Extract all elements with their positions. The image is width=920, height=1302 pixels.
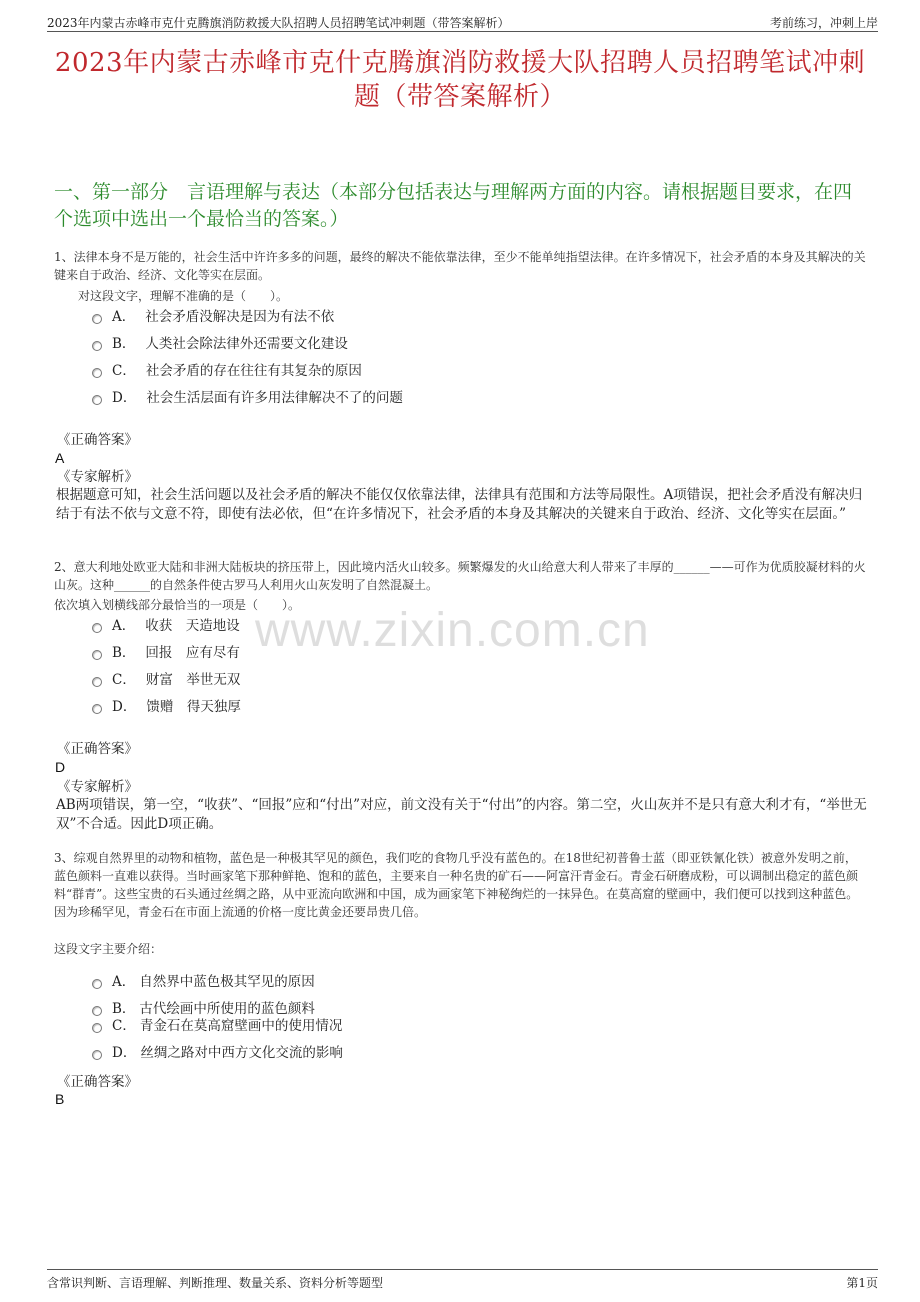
option-text: 社会矛盾的存在往往有其复杂的原因 (145, 363, 362, 379)
option-text: 社会生活层面有许多用法律解决不了的问题 (146, 390, 403, 406)
option-letter: B． (112, 645, 136, 661)
header-doc-title: 2023年内蒙古赤峰市克什克腾旗消防救援大队招聘人员招聘笔试冲刺题（带答案解析） (47, 16, 510, 30)
option-text: 社会矛盾没解决是因为有法不依 (145, 309, 335, 325)
page-footer (47, 1269, 878, 1292)
q2-answer-label: 《正确答案》 (57, 741, 138, 757)
option-letter: B． (112, 1001, 136, 1017)
radio-button-icon[interactable] (92, 979, 102, 989)
radio-button-icon[interactable] (92, 368, 102, 378)
option-letter: A． (112, 309, 136, 325)
option-letter: C． (112, 672, 136, 688)
q1-option-c[interactable] (92, 361, 362, 381)
q2-analysis-label: 《专家解析》 (57, 779, 138, 795)
section-heading: 一、第一部分 言语理解与表达（本部分包括表达与理解两方面的内容。请根据题目要求，在四个选项中选出一个最恰当的答案。） (54, 181, 853, 230)
q3-answer-label: 《正确答案》 (57, 1074, 138, 1090)
option-text: 丝绸之路对中西方文化交流的影响 (140, 1045, 343, 1061)
q2-stem: 2、意大利地处欧亚大陆和非洲大陆板块的挤压带上，因此境内活火山较多。频繁爆发的火山给意大利人带来了丰厚的______——可作为优质胶凝材料的火山灰。这种______的自然条件使古罗马人利用火山灰发明了自然混凝土。 (54, 560, 866, 592)
radio-button-icon[interactable] (92, 341, 102, 351)
q1-option-b[interactable] (92, 334, 348, 354)
option-letter: A． (112, 974, 136, 990)
q3-option-a[interactable] (92, 972, 315, 992)
page-title: 2023年内蒙古赤峰市克什克腾旗消防救援大队招聘人员招聘笔试冲刺题（带答案解析） (54, 48, 866, 112)
q1-option-d[interactable] (92, 388, 403, 408)
radio-button-icon[interactable] (92, 395, 102, 405)
q2-answer: D (55, 759, 66, 775)
q1-prompt: 对这段文字，理解不准确的是（ ）。 (78, 289, 289, 303)
option-letter: D． (112, 1045, 137, 1061)
option-letter: D． (112, 390, 137, 406)
q2-option-b[interactable] (92, 643, 240, 663)
option-text: 自然界中蓝色极其罕见的原因 (139, 974, 315, 990)
option-text: 收获 天造地设 (145, 618, 240, 634)
q2-analysis: AB两项错误，第一空，“收获”、“回报”应和“付出”对应，前文没有关于“付出”的内容。第二空，火山灰并不是只有意大利才有，“举世无双”不合适。因此D项正确。 (56, 797, 867, 832)
option-letter: C． (112, 363, 136, 379)
q3-prompt: 这段文字主要介绍： (54, 942, 163, 956)
footer-note: 含常识判断、言语理解、判断推理、数量关系、资料分析等题型 (47, 1276, 384, 1290)
option-text: 回报 应有尽有 (145, 645, 240, 661)
q3-answer: B (55, 1091, 65, 1107)
radio-button-icon[interactable] (92, 650, 102, 660)
radio-button-icon[interactable] (92, 677, 102, 687)
q3-stem: 3、综观自然界里的动物和植物，蓝色是一种极其罕见的颜色，我们吃的食物几乎没有蓝色的。在18世纪初普鲁士蓝（即亚铁氰化铁）被意外发明之前，蓝色颜料一直难以获得。当时画家笔下那种鲜艳、饱和的蓝色，主要来自一种名贵的矿石——阿富汗青金石。青金石研磨成粉，可以调制出稳定的蓝色颜料“群青”。这些宝贵的石头通过丝绸之路，从中亚流向欧洲和中国，成为画家笔下神秘绚烂的一抹异色。在莫高窟的壁画中，我们便可以找到这种蓝色。因为珍稀罕见，青金石在市面上流通的价格一度比黄金还要昂贵几倍。 (54, 851, 859, 919)
page-number: 第1页 (846, 1276, 878, 1290)
page-header (47, 11, 878, 32)
q1-answer-label: 《正确答案》 (57, 432, 138, 448)
option-text: 人类社会除法律外还需要文化建设 (145, 336, 348, 352)
q1-answer: A (55, 450, 65, 466)
q3-option-d[interactable] (92, 1043, 343, 1063)
option-text: 古代绘画中所使用的蓝色颜料 (139, 1001, 315, 1017)
radio-button-icon[interactable] (92, 1050, 102, 1060)
radio-button-icon[interactable] (92, 1023, 102, 1033)
q1-option-a[interactable] (92, 307, 334, 327)
option-letter: C． (112, 1018, 136, 1034)
q2-option-d[interactable] (92, 697, 241, 717)
q3-option-c[interactable] (92, 1016, 342, 1036)
option-letter: D． (112, 699, 137, 715)
option-letter: B． (112, 336, 136, 352)
radio-button-icon[interactable] (92, 623, 102, 633)
option-text: 财富 举世无双 (145, 672, 241, 688)
option-letter: A． (112, 618, 136, 634)
radio-button-icon[interactable] (92, 314, 102, 324)
q1-analysis-label: 《专家解析》 (57, 469, 138, 485)
radio-button-icon[interactable] (92, 1006, 102, 1016)
radio-button-icon[interactable] (92, 704, 102, 714)
watermark: www.zixin.com.cn (255, 604, 650, 657)
option-text: 青金石在莫高窟壁画中的使用情况 (139, 1018, 343, 1034)
option-text: 馈赠 得天独厚 (146, 699, 241, 715)
q2-option-a[interactable] (92, 616, 240, 636)
header-slogan: 考前练习，冲刺上岸 (769, 16, 878, 30)
q1-analysis: 根据题意可知，社会生活问题以及社会矛盾的解决不能仅仅依靠法律，法律具有范围和方法等局限性。A项错误，把社会矛盾没有解决归结于有法不依与文意不符，即使有法必依，但“在许多情况下，社会矛盾的本身及其解决的关键来自于政治、经济、文化等实在层面。” (56, 487, 863, 522)
q1-stem: 1、法律本身不是万能的，社会生活中许许多多的问题，最终的解决不能依靠法律，至少不能单纯指望法律。在许多情况下，社会矛盾的本身及其解决的关键来自于政治、经济、文化等实在层面。 (54, 250, 866, 282)
q2-option-c[interactable] (92, 670, 240, 690)
q2-prompt: 依次填入划横线部分最恰当的一项是（ ）。 (54, 598, 301, 612)
